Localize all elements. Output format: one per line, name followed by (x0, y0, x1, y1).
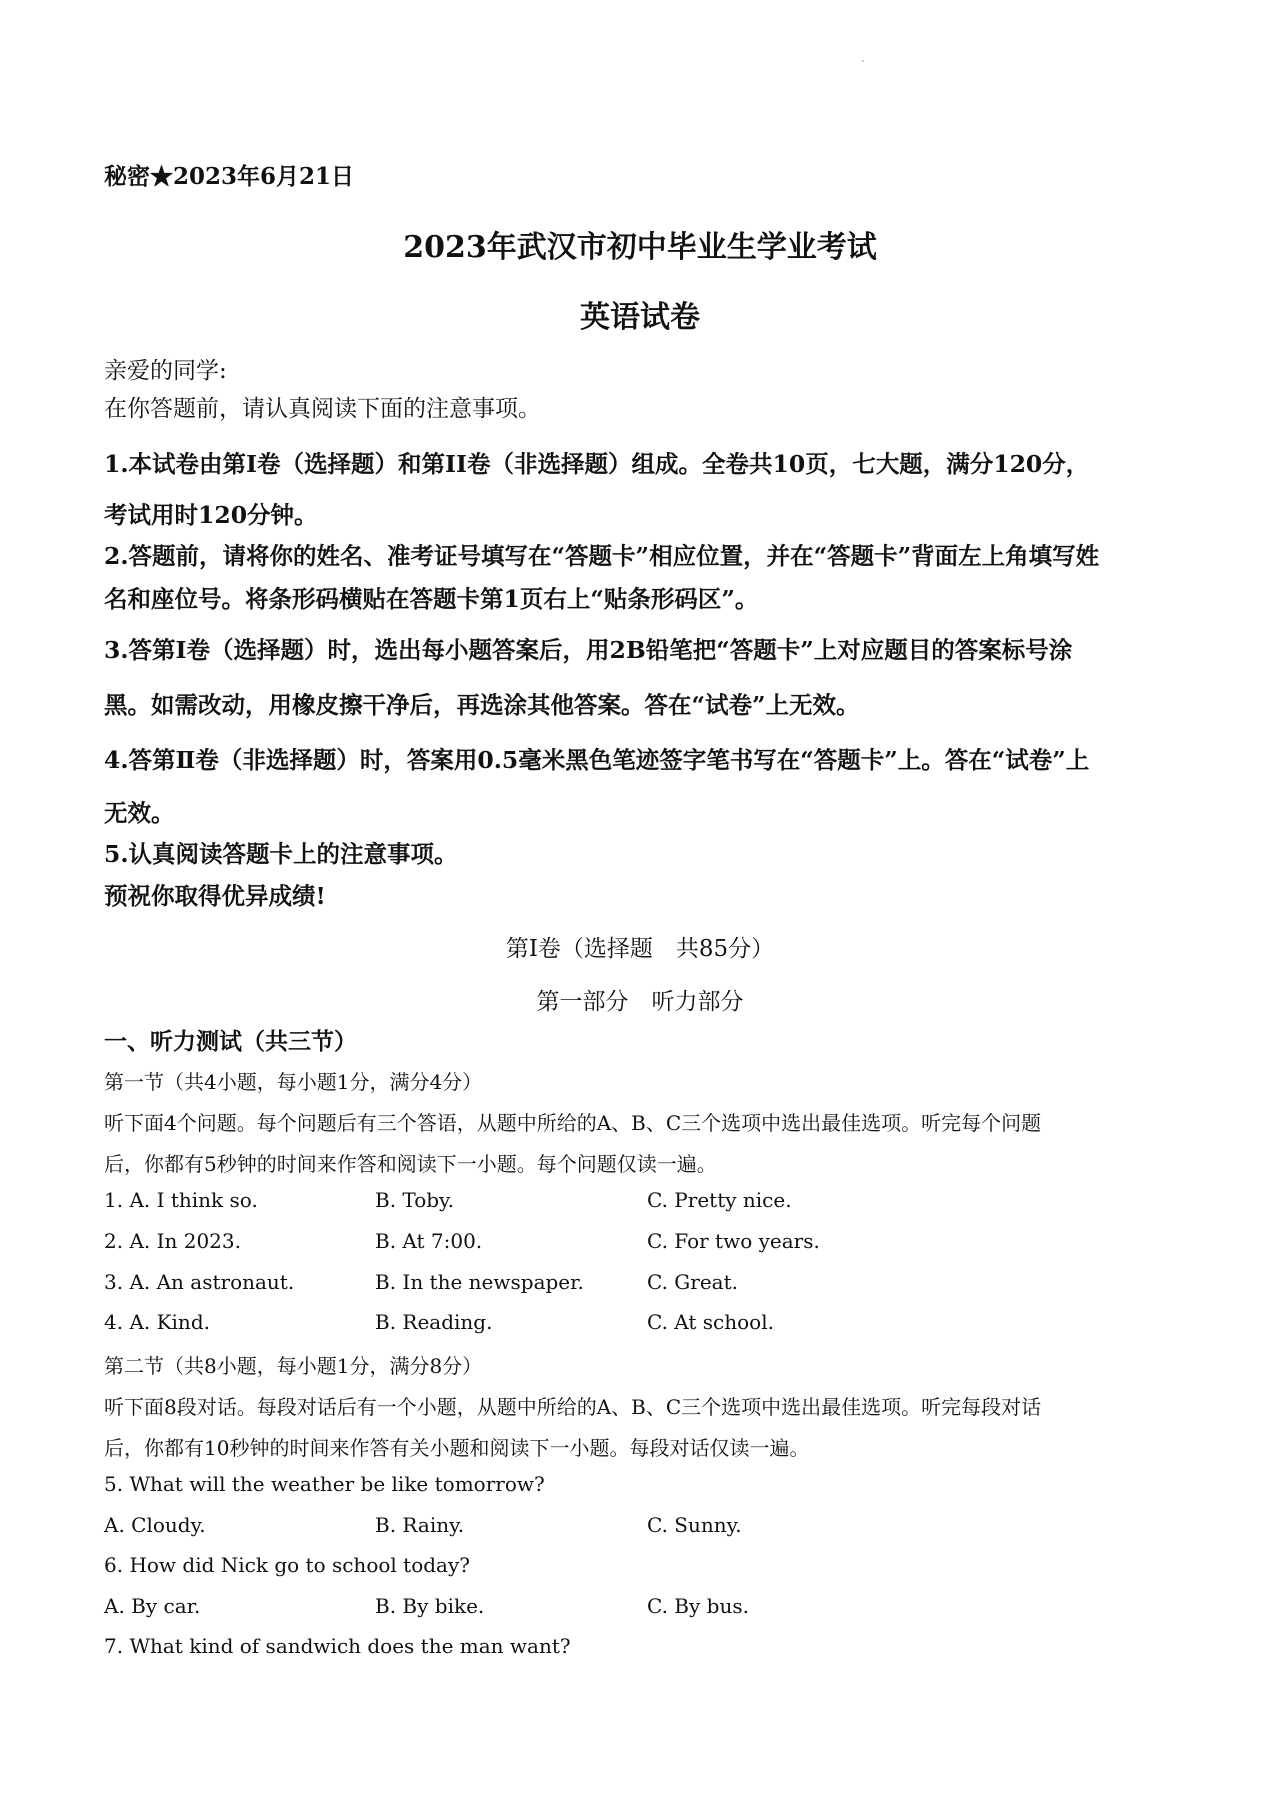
q5-option-a: A. Cloudy. (104, 1513, 206, 1537)
notice-1-line-2: 考试用时120分钟。 (104, 501, 318, 529)
notice-1-line-1: 1.本试卷由第Ⅰ卷（选择题）和第II卷（非选择题）组成。全卷共10页，七大题，满分120分， (104, 450, 1090, 478)
volume-title: 第Ⅰ卷（选择题 共85分） (505, 936, 775, 962)
q3-option-b: B. In the newspaper. (375, 1270, 584, 1294)
notice-4-line-1: 4.答第Ⅱ卷（非选择题）时，答案用0.5毫米黑色笔迹签字笔书写在“答题卡”上。答在“试卷”上 (104, 746, 1090, 774)
q2-option-a: 2. A. In 2023. (104, 1229, 241, 1253)
exam-subtitle: 英语试卷 (580, 300, 700, 335)
wish-line: 预祝你取得优异成绩! (104, 882, 326, 910)
q6-option-b: B. By bike. (375, 1594, 485, 1618)
q5-option-b: B. Rainy. (375, 1513, 465, 1537)
q6-option-a: A. By car. (104, 1594, 201, 1618)
part-title: 第一部分 听力部分 (536, 989, 744, 1015)
notice-4-line-2: 无效。 (104, 799, 175, 827)
section-1-header: 第一节（共4小题，每小题1分，满分4分） (104, 1070, 483, 1094)
q7-stem: 7. What kind of sandwich does the man want? (104, 1634, 571, 1658)
secret-label: 秘密★2023年6月21日 (104, 163, 355, 190)
scan-speck (862, 60, 864, 62)
notice-2-line-1: 2.答题前，请将你的姓名、准考证号填写在“答题卡”相应位置，并在“答题卡”背面左上角填写姓 (104, 542, 1100, 570)
q1-option-a: 1. A. I think so. (104, 1188, 258, 1212)
q1-option-c: C. Pretty nice. (647, 1188, 792, 1212)
section-1-instruction-line-1: 听下面4个问题。每个问题后有三个答语，从题中所给的A、B、C三个选项中选出最佳选项。听完每个问题 (104, 1111, 1042, 1135)
intro-instruction: 在你答题前，请认真阅读下面的注意事项。 (104, 396, 541, 422)
q4-option-a: 4. A. Kind. (104, 1310, 210, 1334)
section-2-instruction-line-1: 听下面8段对话。每段对话后有一个小题，从题中所给的A、B、C三个选项中选出最佳选项。听完每段对话 (104, 1395, 1042, 1419)
q3-option-a: 3. A. An astronaut. (104, 1270, 295, 1294)
q6-option-c: C. By bus. (647, 1594, 749, 1618)
greeting: 亲爱的同学: (104, 358, 227, 384)
q6-stem: 6. How did Nick go to school today? (104, 1553, 470, 1577)
section-2-instruction-line-2: 后，你都有10秒钟的时间来作答有关小题和阅读下一小题。每段对话仅读一遍。 (104, 1436, 810, 1460)
exam-title: 2023年武汉市初中毕业生学业考试 (403, 230, 877, 265)
notice-3-line-2: 黑。如需改动，用橡皮擦干净后，再选涂其他答案。答在“试卷”上无效。 (104, 691, 860, 719)
section-1-instruction-line-2: 后，你都有5秒钟的时间来作答和阅读下一小题。每个问题仅读一遍。 (104, 1152, 717, 1176)
q3-option-c: C. Great. (647, 1270, 738, 1294)
q2-option-c: C. For two years. (647, 1229, 820, 1253)
q4-option-c: C. At school. (647, 1310, 774, 1334)
q2-option-b: B. At 7:00. (375, 1229, 483, 1253)
q1-option-b: B. Toby. (375, 1188, 455, 1212)
q4-option-b: B. Reading. (375, 1310, 493, 1334)
section-heading: 一、听力测试（共三节） (104, 1028, 357, 1055)
notice-2-line-2: 名和座位号。将条形码横贴在答题卡第1页右上“贴条形码区”。 (104, 585, 759, 613)
section-2-header: 第二节（共8小题，每小题1分，满分8分） (104, 1354, 483, 1378)
q5-option-c: C. Sunny. (647, 1513, 742, 1537)
q5-stem: 5. What will the weather be like tomorrow? (104, 1472, 545, 1496)
notice-3-line-1: 3.答第Ⅰ卷（选择题）时，选出每小题答案后，用2B铅笔把“答题卡”上对应题目的答案标号涂 (104, 636, 1073, 664)
notice-5: 5.认真阅读答题卡上的注意事项。 (104, 840, 458, 868)
